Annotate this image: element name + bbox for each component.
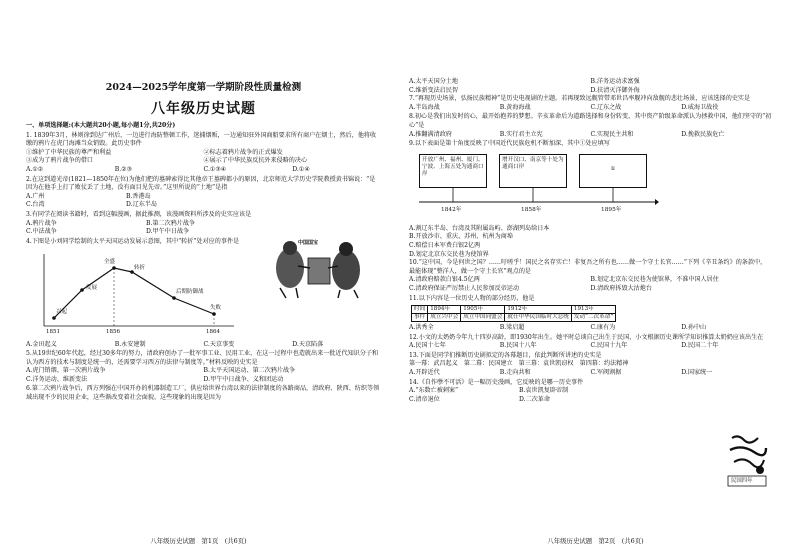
question-9 [409, 140, 772, 149]
option-b: B.太平天国运动、第二次鸦片战争 [203, 367, 296, 375]
label-develop: 发展 [86, 285, 98, 292]
label-rise: 兴起 [56, 309, 68, 316]
option-c: C.维新变法启民智 [409, 86, 459, 94]
option-a: A.太平天国分土地 [409, 78, 458, 85]
section-header: 一、单项选择题:(本大题共20小题,每小题1分,共20分) [26, 122, 176, 129]
option-b: B.开放沙市、重庆、苏州、杭州为商埠 [409, 233, 513, 241]
year-1851: 1851 [46, 329, 60, 336]
option-d: D.孙中山 [681, 324, 707, 332]
table-cell: 1912年 [505, 306, 572, 314]
option-a: A.开辟近代 [409, 369, 440, 377]
label-defense: 后期防御战 [176, 289, 204, 296]
option-d: D.国家统一 [681, 369, 713, 377]
option-d: D.民国二十年 [681, 342, 719, 350]
option-a: A.洪秀全 [409, 324, 434, 332]
option-a: A.鸦片战争 [26, 219, 57, 227]
option-d: D.甲午中日战争、义和团运动 [203, 375, 284, 383]
option-a: A.清政府赔款白银4.5亿两 [409, 276, 480, 284]
point-develop [80, 289, 84, 293]
table-cell: 就任中华民国临时大总统 [505, 314, 572, 322]
point-defense [172, 297, 176, 301]
option-a: A.“东数亡被刺案” [409, 387, 459, 395]
option-b: B.永安建制 [114, 341, 146, 349]
question-text: 10.“这中国，今是何世之国？……吁嗟乎！国民之名存实亡！非复吾之所有也……做一个守士长官……”下列《辛丑条约》的条款中，最能体现“整洋人，做一个守土长官”观点的是 [409, 259, 767, 275]
question-6-options [409, 78, 772, 95]
option-c: C.台湾 [26, 201, 45, 209]
question-text: 4.下图是小刘同学绘制的太平天国运动发展示意图，其中“转折”处对应的事件是 [26, 237, 240, 245]
question-text: 9.以下表面是第十角度反映了中国近代民族危机不断加深，其中①处应填写 [409, 140, 610, 148]
option-d: D.甲午中日战争 [146, 228, 190, 236]
option-b: B.划定北京东交民巷为使馆界，不准中国人居住 [590, 276, 719, 284]
option-b: B.民国十八年 [499, 342, 537, 350]
option-d: D.天京陷落 [292, 341, 324, 349]
option-b: B.②③ [114, 165, 133, 173]
taiping-chart-svg [34, 248, 254, 338]
point-rise [52, 317, 56, 321]
year-1864: 1864 [206, 329, 220, 336]
timeline-box-1858: 增开汉口、南京等十处为通商口岸 [499, 154, 567, 188]
page-footer: 八年级历史试题 第1页 (共6页) [150, 537, 247, 546]
option-b: B.梁启超 [499, 324, 525, 332]
option-c: C.清政府保证严厉禁止人民参加反帝运动 [409, 284, 519, 292]
question-2 [26, 176, 381, 210]
option-b: B.实行君主立宪 [499, 130, 543, 138]
cartoon-illustration [268, 238, 368, 300]
sub-option: ①维护了中华民族的尊严和利益 [26, 148, 112, 156]
table-row [412, 314, 616, 322]
sub-option: ②标志着鸦片战争的正式爆发 [203, 148, 283, 156]
history-table [411, 305, 616, 322]
cartoon-caption: 中国国宝 [298, 240, 319, 246]
question-4-options [26, 341, 381, 350]
option-c: C.清帝退位 [409, 395, 440, 403]
option-b: B.黄海海战 [499, 103, 531, 111]
option-a: A.①② [26, 165, 44, 173]
option-c: C.实现民主共和 [590, 130, 634, 138]
question-6 [26, 385, 381, 402]
question-text: 1. 1839年3月，林则徐到达广州后，一边进行海防整顿工作，迷捕烟贩，一边通知驻外国商船要求所有商户在烟土，然后，他将收缴的鸦片在虎门海滩当众销毁。此历史事件 [26, 131, 377, 148]
option-c: C.天京事变 [203, 341, 235, 349]
option-b: B.洋务运动求富强 [590, 78, 640, 85]
option-d: D.二次革命 [519, 395, 550, 403]
question-text: 6.第二次鸦片战争后，西方列强在中国开办的机器制造工厂，供应给世界台湾以来的法律制度的各路商品，清政府、陕西、纺织等领域出现不少的民用企业，这些渐改变着社会面貌，这些现象的出现是因为 [26, 385, 380, 401]
question-text: 2.在这到道光帝(1821—1850年在位)为他们把的墓碑索得比其他帝王墓碑都小的原因，北京师范大学历史学院教授黄书锦说：“是因为在他手上打了败仗丢了土地，没有面目见先帝。”这里所说的“土地”是指 [26, 175, 376, 192]
question-8 [409, 113, 772, 139]
option-d: D.挽救民族危亡 [681, 130, 725, 138]
question-11 [409, 295, 772, 333]
table-row [412, 306, 616, 314]
question-3 [26, 211, 266, 237]
calligraphy-caption: 民国四年 [731, 478, 753, 484]
question-12 [409, 334, 772, 351]
question-text: 12.小文的太奶奶今年九十四岁高龄，即1930年出生。她平时总谈自己出生于民国，小文根据历史课所学知识推算太奶奶应该出生在 [409, 333, 764, 341]
option-b: B.袁世凯复辟帝制 [519, 387, 569, 395]
treaty-timeline [419, 152, 659, 222]
subject-title: 八年级历史试题 [151, 101, 256, 117]
option-c: C.中法战争 [26, 228, 57, 236]
label-turn: 转折 [134, 265, 146, 272]
option-c: C.洋务运动、维新变法 [26, 375, 88, 383]
question-9-options [409, 225, 772, 259]
question-1 [26, 132, 381, 175]
table-cell: 1905年 [461, 306, 505, 314]
option-a: A.割辽东半岛、台湾及其附属岛屿、澎湖列岛给日本 [409, 224, 550, 232]
sub-option: ④展示了中华民族反抗外来侵略的决心 [203, 157, 308, 165]
question-text: 7.“再现历史场景，弘扬民族精神”是历史电视剧的主题。若再现致远舰管带邓世昌率舰冲向敌舰的悲壮场景，应该选择的史实是 [409, 95, 751, 103]
year-1856: 1856 [106, 329, 120, 336]
option-c: C.军阀割据 [590, 369, 622, 377]
option-a: A.虎门销烟、第一次鸦片战争 [26, 367, 106, 375]
page-footer: 八年级历史试题 第2页 (共6页) [547, 537, 644, 546]
option-d: D.清政府拆毁大沽炮台 [590, 284, 652, 292]
question-text: 5.从19世纪60年代起，经过30多年的努力，清政府创办了一批军事工业、民用工业，在这一过程中也造就出来一批近代知识分子和认为西方的技术与制度是统一的，还需要学习西方的法律与制度等。”材料反映的史实是 [26, 349, 379, 366]
calligraphy-cartoon [724, 432, 770, 488]
option-b: B.第二次鸦片战争 [146, 219, 196, 227]
option-a: A.半岛海战 [409, 103, 440, 111]
page-right [397, 0, 794, 560]
option-c: C.民国十九年 [590, 342, 628, 350]
question-10 [409, 259, 772, 293]
question-text: 3.有同学在阅读书籍时，看到这幅漫画，据此推测，该漫画资料所涉及的史实应该是 [26, 210, 252, 218]
label-peak: 全盛 [104, 259, 116, 266]
option-b: B.香港岛 [126, 192, 151, 200]
table-cell: 时间 [412, 306, 428, 314]
option-c: C.辽东之战 [590, 103, 622, 111]
question-13 [409, 352, 772, 378]
option-b: B.走向共和 [499, 369, 531, 377]
year-1895: 1895年 [601, 206, 622, 213]
question-text: 8.初心是我们出发时的心，最开始抱养的梦想。辛亥革命后为道路选择和身份转变，其中资产阶级革命派认为拯救中国，他们坚守的“初心”是 [409, 113, 772, 129]
timeline-box-1895: ① [579, 154, 647, 188]
question-text: 14.《自作孽不可活》是一幅历史漫画，它反映的是哪一历史事件 [409, 378, 584, 386]
question-subtext: 第一幕：武昌起义 第二幕：民国建立 第三幕：袁世凯窃权 第四幕：约法精神 [409, 360, 629, 368]
table-cell: 成立中国同盟会 [461, 314, 505, 322]
timeline-box-1842: 开放广州、福州、厦门、宁波、上海五处为通商口岸 [419, 154, 487, 188]
option-c: C.①③④ [203, 165, 227, 173]
table-cell: 事件 [412, 314, 428, 322]
option-a: A.推翻满清政府 [409, 130, 452, 138]
question-4 [26, 238, 266, 247]
table-cell: 发动“二次革命” [571, 314, 615, 322]
question-14 [409, 379, 709, 405]
question-5 [26, 350, 381, 384]
table-cell: 成立兴中会 [428, 314, 461, 322]
sub-option: ③成为了鸦片战争的借口 [26, 157, 94, 165]
option-c: C.赔偿日本军费白银2亿两 [409, 241, 481, 249]
question-text: 11.以下内容是一位历史人物的部分经历，他是 [409, 294, 535, 302]
option-d: D.划定北京东交民巷为使馆界 [409, 250, 489, 258]
year-1858: 1858年 [521, 206, 542, 213]
label-fail: 失败 [210, 305, 222, 312]
option-d: D.威海卫战役 [681, 103, 719, 111]
question-7 [409, 95, 772, 112]
option-d: D.扶清灭洋御外侮 [590, 86, 640, 94]
taiping-chart [34, 248, 254, 338]
table-cell: 1894年 [428, 306, 461, 314]
option-d: D.辽东半岛 [126, 201, 157, 209]
option-a: A.金田起义 [26, 341, 57, 349]
option-d: D.①④ [292, 165, 310, 173]
option-a: A.民国十七年 [409, 342, 446, 350]
question-text: 13.下面是同学们推断历史剧拟定的各幕题目，依此判断所讲述的史实是 [409, 351, 602, 359]
year-1842: 1842年 [441, 206, 462, 213]
exam-title: 2024—2025学年度第一学期阶段性质量检测 [105, 82, 302, 93]
option-a: A.广州 [26, 192, 45, 200]
option-c: C.康有为 [590, 324, 616, 332]
table-cell: 1913年 [571, 306, 615, 314]
